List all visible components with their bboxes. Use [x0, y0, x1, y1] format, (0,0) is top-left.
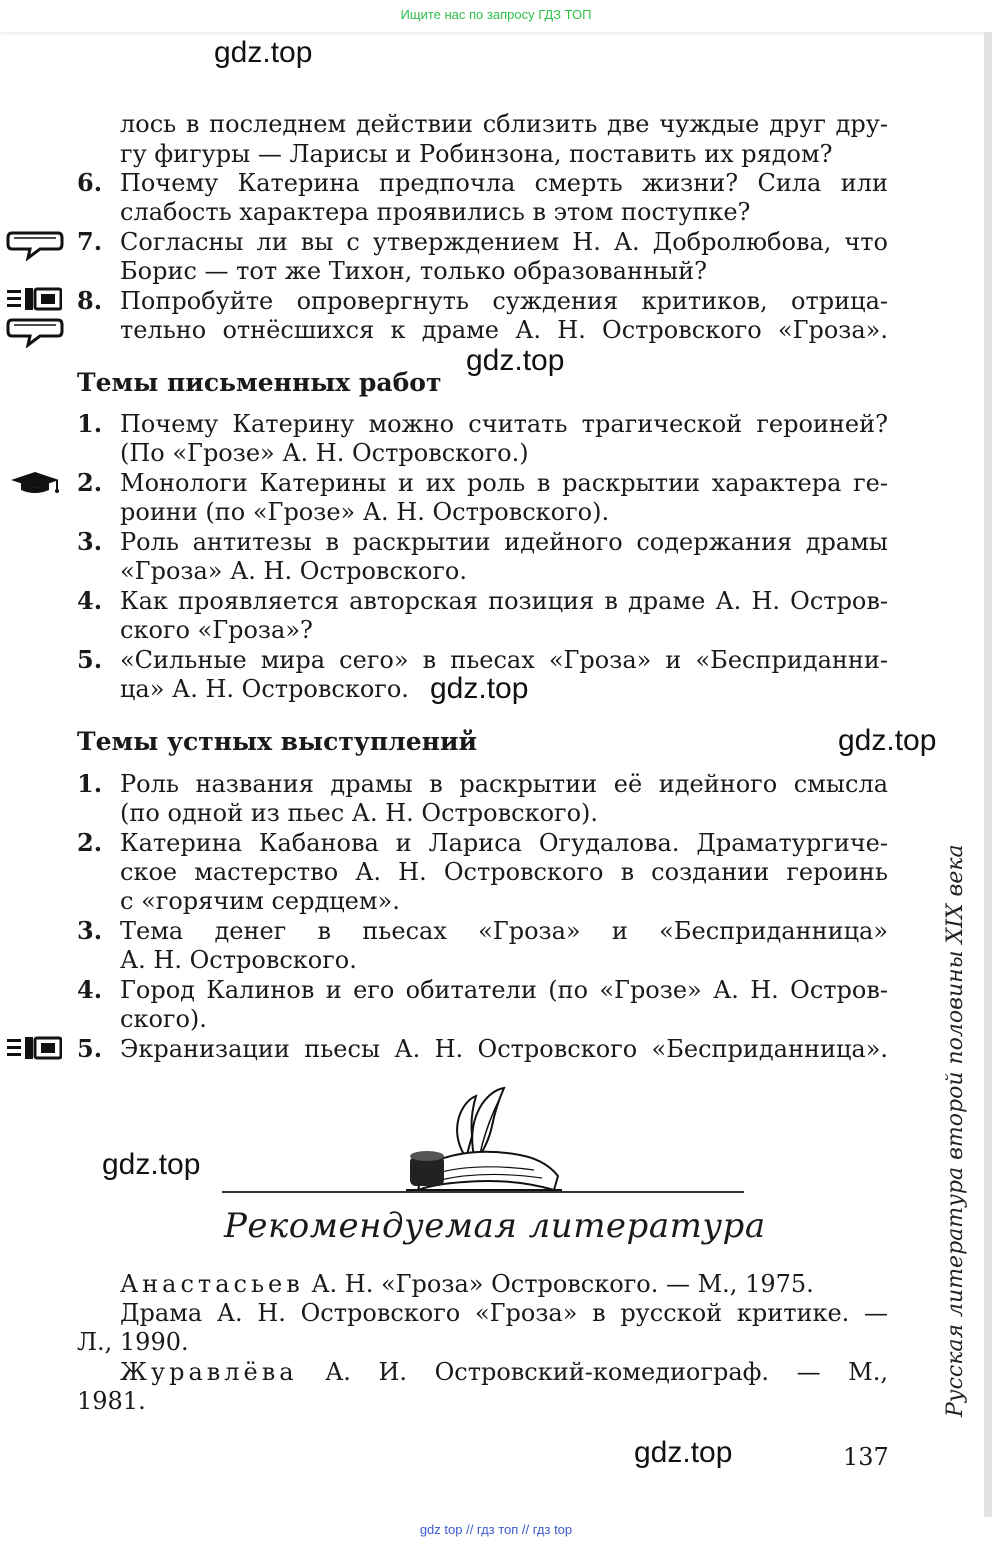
text-line: тельно отнёсшихся к драме А. Н. Островского «Гроза». — [120, 316, 888, 344]
item-number: 3. — [77, 527, 103, 556]
watermark: gdz.top — [102, 1148, 201, 1181]
list-screen-icon — [6, 287, 62, 315]
literature-entry — [120, 1357, 888, 1387]
item-number: 4. — [77, 586, 103, 615]
divider-rule — [222, 1191, 744, 1193]
author-name: Анастасьев — [120, 1270, 304, 1298]
text-line: ского «Гроза»? — [120, 616, 313, 644]
item-number: 2. — [77, 828, 103, 857]
bottom-links[interactable]: gdz top // гдз топ // гдз top — [419, 1522, 573, 1537]
top-banner[interactable]: Ищите нас по запросу ГДЗ ТОП — [0, 0, 992, 32]
page-number: 137 — [843, 1443, 889, 1471]
literature-title: Рекомендуемая литература — [224, 1206, 766, 1246]
text-line: с «горячим сердцем». — [120, 887, 400, 915]
text-line: Борис — тот же Тихон, только образованный? — [120, 257, 707, 285]
side-running-title: Русская литература второй половины XIX века — [943, 844, 968, 1417]
watermark: gdz.top — [214, 36, 313, 69]
text-line: Катерина Кабанова и Лариса Огудалова. Драматургиче- — [120, 829, 888, 857]
literature-entry: Драма А. Н. Островского «Гроза» в русской критике. — — [120, 1299, 888, 1327]
item-number: 3. — [77, 916, 103, 945]
speech-bubble-icon — [6, 229, 64, 265]
text-line: Почему Катерину можно считать трагической героиней? — [120, 410, 888, 438]
text-line: Роль названия драмы в раскрытии её идейного смысла — [120, 770, 888, 798]
watermark: gdz.top — [838, 724, 937, 757]
list-screen-icon — [6, 1036, 62, 1064]
watermark: gdz.top — [466, 344, 565, 377]
entry-text: А. И. Островский-комедиограф. — М., — [297, 1358, 888, 1386]
text-line: Монологи Катерины и их роль в раскрытии характера ге- — [120, 469, 888, 497]
item-number: 4. — [77, 975, 103, 1004]
entry-text: А. Н. «Гроза» Островского. — М., 1975. — [303, 1270, 814, 1298]
item-number: 1. — [77, 409, 103, 438]
author-name: Журавлёва — [120, 1358, 298, 1386]
watermark: gdz.top — [430, 672, 529, 705]
text-line: слабость характера проявились в этом поступке? — [120, 198, 751, 226]
graduation-cap-icon — [9, 470, 63, 500]
literature-entry: Л., 1990. — [77, 1328, 189, 1356]
text-line: Согласны ли вы с утверждением Н. А. Добролюбова, что — [120, 228, 888, 256]
literature-entry: 1981. — [77, 1387, 146, 1415]
text-line: гу фигуры — Ларисы и Робинзона, поставить их рядом? — [120, 140, 833, 168]
text-line: Попробуйте опровергнуть суждения критиков, отрица- — [120, 287, 888, 315]
item-number: 7. — [77, 227, 103, 256]
text-line: Тема денег в пьесах «Гроза» и «Бесприданница» — [120, 917, 888, 945]
item-number: 1. — [77, 769, 103, 798]
item-number: 5. — [77, 645, 103, 674]
text-line: Роль антитезы в раскрытии идейного содержания драмы — [120, 528, 888, 556]
speech-bubble-icon — [6, 316, 64, 352]
item-number: 8. — [77, 286, 103, 315]
text-line: (по одной из пьес А. Н. Островского). — [120, 799, 599, 827]
text-line: лось в последнем действии сблизить две чуждые друг дру- — [120, 110, 888, 138]
section-heading-written: Темы письменных работ — [77, 368, 442, 397]
text-line: ского). — [120, 1005, 207, 1033]
literature-entry — [120, 1269, 814, 1299]
text-line: «Сильные мира сего» в пьесах «Гроза» и «Бесприданни- — [120, 646, 888, 674]
text-line: Экранизации пьесы А. Н. Островского «Бесприданница». — [120, 1035, 888, 1063]
watermark: gdz.top — [634, 1436, 733, 1469]
text-line: ца» А. Н. Островского. — [120, 675, 409, 703]
text-line: Город Калинов и его обитатели (по «Грозе» А. Н. Остров- — [120, 976, 888, 1004]
text-line: Почему Катерина предпочла смерть жизни? Сила или — [120, 169, 888, 197]
text-line: (По «Грозе» А. Н. Островского.) — [120, 439, 529, 467]
text-line: Как проявляется авторская позиция в драме А. Н. Остров- — [120, 587, 888, 615]
section-heading-oral: Темы устных выступлений — [77, 727, 478, 756]
text-line: ское мастерство А. Н. Островского в создании героинь — [120, 858, 888, 886]
page-edge — [984, 32, 992, 1517]
text-line: «Гроза» А. Н. Островского. — [120, 557, 467, 585]
text-line: А. Н. Островского. — [120, 946, 357, 974]
item-number: 2. — [77, 468, 103, 497]
item-number: 5. — [77, 1034, 103, 1063]
quill-inkwell-icon — [404, 1086, 564, 1198]
item-number: 6. — [77, 168, 103, 197]
text-line: роини (по «Грозе» А. Н. Островского). — [120, 498, 610, 526]
